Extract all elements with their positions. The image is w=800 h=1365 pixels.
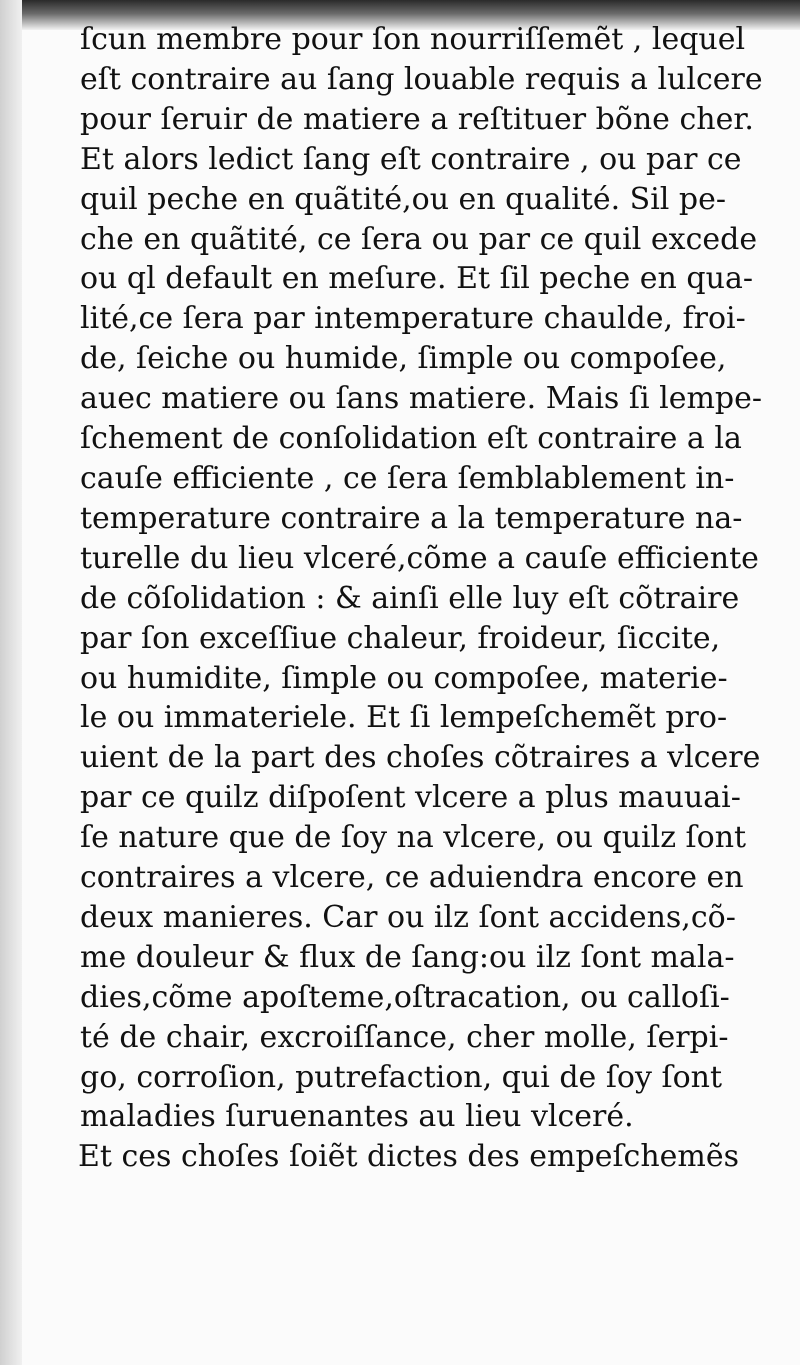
- text-line: che en quãtité, ce ſera ou par ce quil excede: [80, 221, 758, 257]
- text-line: deux manieres. Car ou ilz ſont accidens,cõ-: [80, 899, 736, 935]
- text-line: par ſon exceſſiue chaleur, froideur, ſiccite,: [80, 620, 721, 656]
- text-line: me douleur & flux de ſang:ou ilz ſont mala-: [80, 939, 735, 975]
- text-line: ſcun membre pour ſon nourriſſemẽt , lequel: [80, 22, 746, 57]
- text-line: ſe nature que de ſoy na vlcere, ou quilz ſont: [80, 820, 747, 856]
- text-line: maladies ſuruenantes au lieu vlceré.: [80, 1099, 634, 1135]
- text-line: auec matiere ou ſans matiere. Mais ſi lempe-: [80, 381, 762, 417]
- text-line: cauſe efficiente , ce ſera ſemblablement in-: [80, 460, 735, 496]
- text-line: quil peche en quãtité,ou en qualité. Sil pe-: [80, 181, 727, 217]
- text-line: temperature contraire a la temperature na-: [80, 500, 743, 536]
- text-line: de cõſolidation : & ainſi elle luy eſt cõtraire: [80, 580, 740, 616]
- text-line: ſchement de conſolidation eſt contraire a la: [80, 421, 742, 457]
- text-line: Et alors ledict ſang eſt contraire , ou par ce: [80, 141, 742, 177]
- text-line: ou ql default en meſure. Et ſil peche en qua-: [80, 261, 753, 297]
- text-line: par ce quilz diſpoſent vlcere a plus mauuai-: [80, 780, 741, 816]
- text-line: lité,ce ſera par intemperature chaulde, froi-: [80, 301, 746, 337]
- text-line: Et ces choſes ſoiẽt dictes des empeſchemẽs: [78, 1139, 740, 1175]
- body-text: [78, 20, 788, 1177]
- text-line: té de chair, excroiſſance, cher molle, ſerpi-: [80, 1019, 729, 1055]
- text-line: go, corroſion, putrefaction, qui de ſoy ſont: [80, 1059, 723, 1095]
- text-line: contraires a vlcere, ce aduiendra encore en: [80, 860, 744, 896]
- text-line: dies,cõme apoſteme,oſtracation, ou calloſi-: [80, 979, 730, 1015]
- text-line: ou humidite, ſimple ou compoſee, materie-: [80, 660, 728, 696]
- text-line: uient de la part des choſes cõtraires a vlcere: [80, 740, 761, 776]
- text-line: turelle du lieu vlceré,cõme a cauſe efficiente: [80, 540, 759, 576]
- text-line: eſt contraire au ſang louable requis a lulcere: [80, 61, 763, 97]
- page-left-edge: [0, 0, 22, 1365]
- text-line: de, ſeiche ou humide, ſimple ou compoſee,: [80, 341, 727, 377]
- text-line: le ou immateriele. Et ſi lempeſchemẽt pro-: [80, 700, 728, 736]
- text-line: pour ſeruir de matiere a reſtituer bõne cher.: [80, 101, 754, 137]
